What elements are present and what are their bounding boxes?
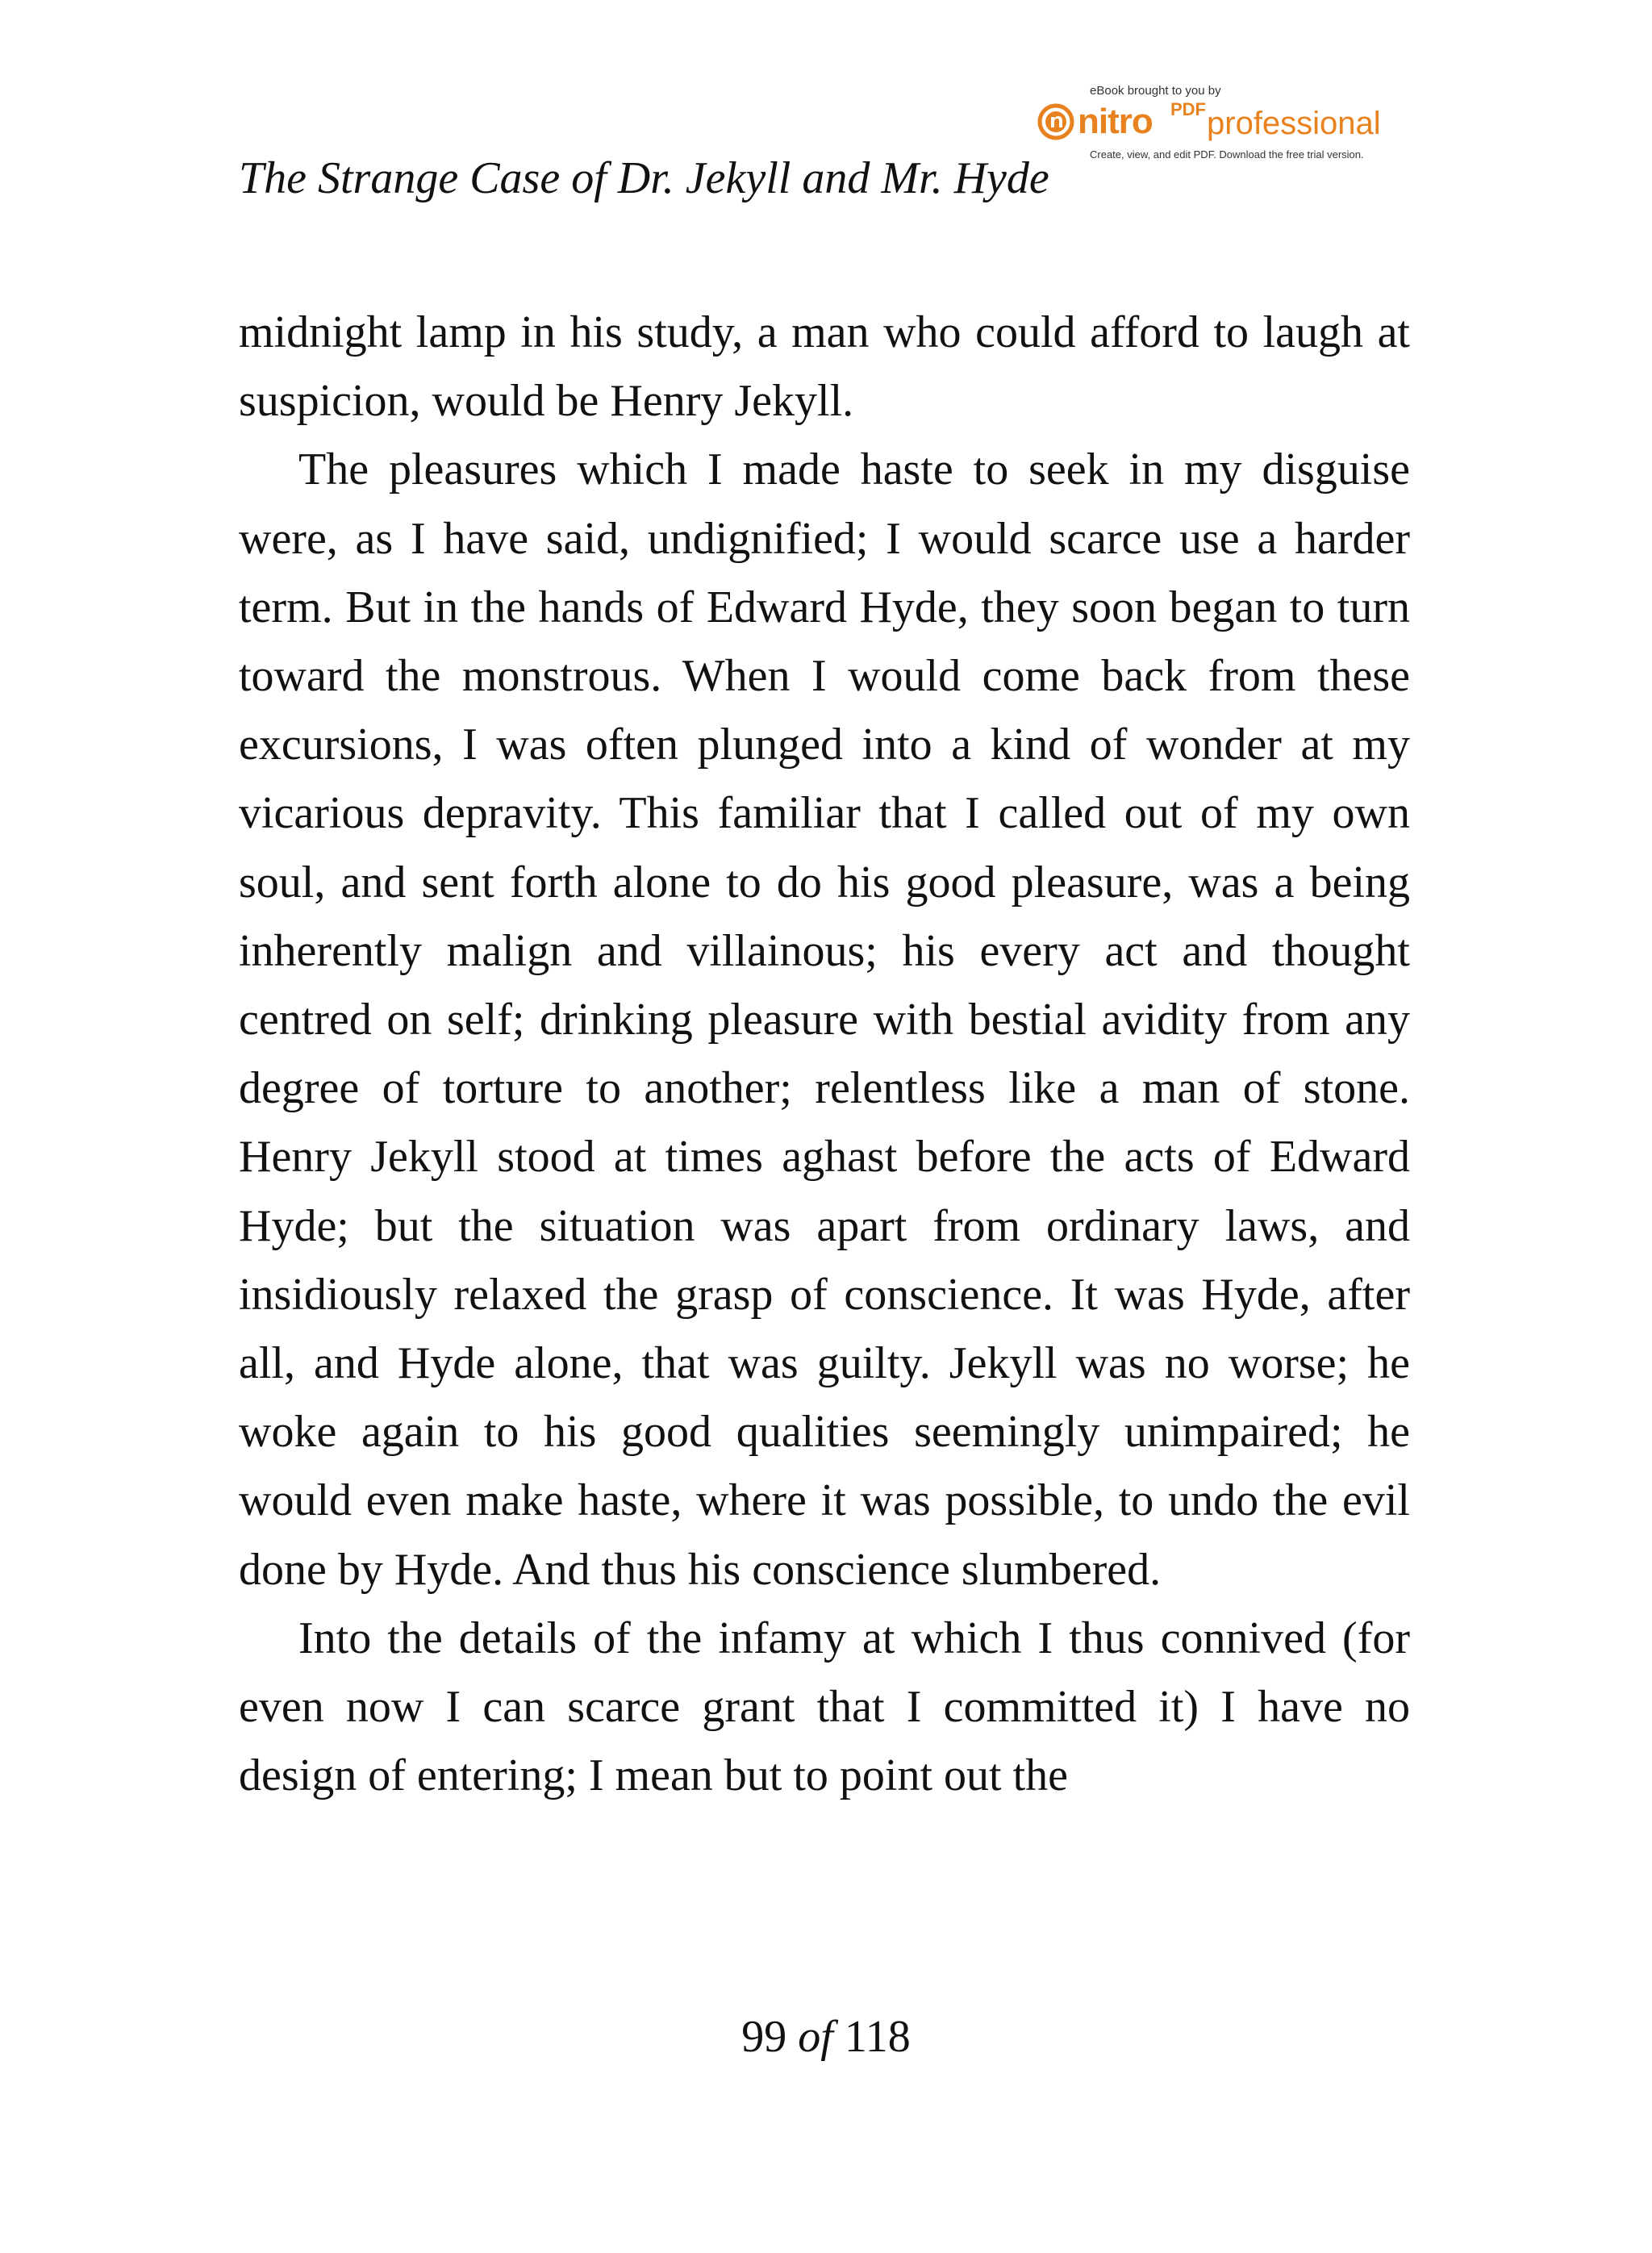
- paragraph-2: The pleasures which I made haste to seek in my disguise were, as I have said, undignified; I would scarce use a harder term. But in the hands of Edward Hyde, they soon began to turn toward the monstrous. When I would come back from these excursions, I was often plunged into a kind of wonder at my vicarious depravity. This familiar that I called out of my own soul, and sent forth alone to do his good pleasure, was a being inherently malign and villainous; his every act and thought centred on self; drinking pleasure with bestial avidity from any degree of torture to another; relentless like a man of stone. Henry Jekyll stood at times aghast before the acts of Edward Hyde; but the situation was apart from ordinary laws, and insidiously relaxed the grasp of conscience. It was Hyde, after all, and Hyde alone, that was guilty. Jekyll was no worse; he woke again to his good qualities seemingly unimpaired; he would even make haste, where it was possible, to undo the evil done by Hyde. And thus his conscience slumbered.: [239, 444, 1410, 1595]
- nitro-logo-icon: [1037, 103, 1074, 140]
- banner-tagline: Create, view, and edit PDF. Download the free trial version.: [1090, 148, 1364, 161]
- page-total: 118: [844, 2012, 911, 2062]
- running-title: The Strange Case of Dr. Jekyll and Mr. Hyde: [239, 153, 1049, 203]
- banner-edition: professional: [1207, 106, 1381, 141]
- paragraph-3: Into the details of the infamy at which I thus connived (for even now I can scarce grant that I committed it) I have no design of entering; I mean but to point out the: [239, 1613, 1410, 1801]
- page-of: of: [798, 2012, 833, 2062]
- banner-brand-superscript: PDF: [1170, 99, 1206, 119]
- page-number: [0, 2009, 1652, 2065]
- body-text: [239, 298, 1410, 1810]
- banner-brand: nitro: [1078, 102, 1153, 141]
- nitro-banner[interactable]: [1037, 84, 1416, 173]
- banner-brought-by: eBook brought to you by: [1090, 84, 1221, 98]
- page-current: 99: [741, 2012, 787, 2062]
- paragraph-1: midnight lamp in his study, a man who could afford to laugh at suspicion, would be Henry Jekyll.: [239, 307, 1410, 427]
